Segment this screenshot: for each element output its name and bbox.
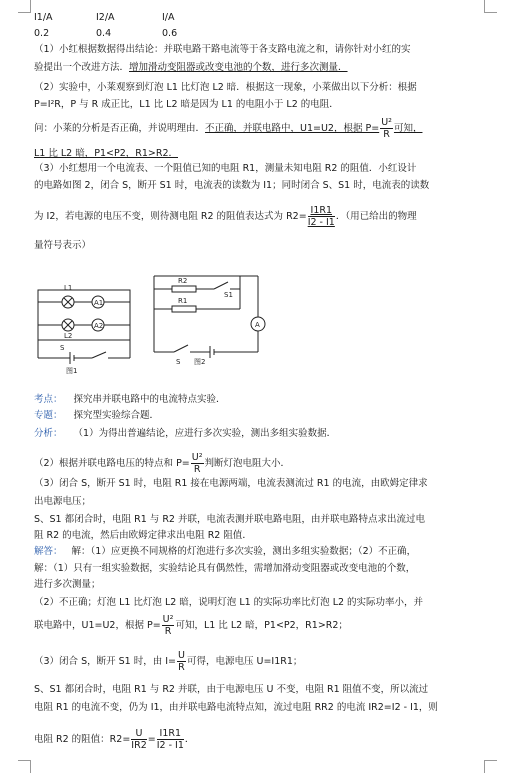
solution-line-9: 电阻 R2 的阻值：R2= $\frac{U}{IR2}$ = $\frac{I1R1}{I2 - I1}$ ． [34,728,195,751]
label-L1: L1 [64,284,73,292]
solution-line-5 [34,614,348,637]
q2-line1: （2）实验中，小莱观察到灯泡 L1 比灯泡 L2 暗．根据这一现象，小莱做出以下分析：根据 [34,82,417,93]
q3-line4: 量符号表示） [34,240,92,251]
table-header: I1/A [34,12,53,23]
q2-question [34,117,422,140]
solution-line-4: （2）不正确；灯泡 L1 比灯泡 L2 暗，说明灯泡 L1 的实际功率比灯泡 L2 的实际功率小，并 [34,597,424,608]
fenxi3-line3: S、S1 都闭合时，电阻 R1 与 R2 并联，电流表测并联电路电阻，由并联电路特点求出流过电 [34,514,425,525]
zhuanti-label: 专题： [34,410,63,421]
solution-text: 解：（1）应更换不同规格的灯泡进行多次实验，测出多组实验数据；（2）不正确， [71,546,417,557]
fenxi3-line4: 阻 R2 的电流，然后由欧姆定律求出电阻 R2 阻值． [34,530,252,541]
q3-line3-text: 为 I2，若电源的电压不变，则待测电阻 R2 的阻值表达式为 R2= [34,211,307,222]
q2-answer-line: L1 比 L2 暗，P1<P2，R1>R2． [34,148,178,159]
kaodian-text: 探究串并联电路中的电流特点实验． [73,394,226,405]
label-A2: A2 [94,322,104,330]
q1-line1: （1）小红根据数据得出结论：并联电路干路电流等于各支路电流之和，请你针对小红的实 [34,44,411,55]
kaodian-label: 考点： [34,394,63,405]
fraction: $\frac{U}{R}$ [178,650,185,673]
q1-answer: 增加滑动变阻器或改变电池的个数，进行多次测量． [129,62,348,73]
fenxi2-row [34,452,290,475]
label-A1: A1 [94,299,104,307]
solution-line-2: 解：（1）只有一组实验数据，实验结论具有偶然性，需增加滑动变阻器或改变电池的个数， [34,563,416,574]
solution-line-3: 进行多次测量； [34,579,101,590]
q3-answer-fraction: $\frac{I1R1}{I2 - I1}$ [307,205,335,228]
figure-caption-1: 图1 [66,367,78,375]
fenxi-row [34,428,336,440]
solution-line-5-text: 联电路中，U1=U2，根据 P= [34,620,161,631]
table-cell: 0.4 [96,28,112,39]
zhuanti-text: 探究型实验综合题． [73,410,160,421]
q1-line2 [34,62,348,74]
kaodian-row [34,394,226,406]
figure-caption-2: 图2 [194,358,206,366]
solution-line-6-tail: 可得，电源电压 U=I1R1； [186,656,303,667]
label-S: S [176,358,181,366]
corner-mark-tr [484,0,497,13]
fenxi-label: 分析： [34,428,63,439]
q3-line2: 的电路如图 2，闭合 S，断开 S1 时，电流表的读数为 I1；同时闭合 S、S1 时，电流表的读数 [34,180,430,191]
label-S: S [60,344,65,352]
label-A: A [255,321,260,329]
corner-mark-tl [18,0,31,13]
fenxi3-line1: （3）闭合 S，断开 S1 时，电阻 R1 接在电源两端，电流表测流过 R1 的电流，由欧姆定律求 [34,478,428,489]
fenxi2-text: （2）根据并联电路电压的特点和 P= [34,458,190,469]
q2-answer: 不正确，并联电路中，U1=U2，根据 P= [205,123,380,134]
zhuanti-row [34,410,159,422]
fraction: $\frac{\text{U²}}{R}$ [191,452,203,475]
fenxi-text: （1）为得出普遍结论，应进行多次实验，测出多组实验数据． [73,428,337,439]
fraction: $\frac{\text{U²}}{R}$ [381,117,392,140]
label-R1: R1 [178,297,188,305]
corner-mark-br [484,760,497,773]
solution-line-6 [34,650,302,673]
circuit-figure-2 [148,264,268,372]
fraction: $\frac{U}{IR2}$ [131,728,147,751]
solution-line-5-tail: 可知，L1 比 L2 暗，P1<P2，R1>R2； [175,620,348,631]
q3-line3-tail: ．（用已给出的物理 [335,211,417,222]
q2-question-text: 问：小莱的分析是否正确，并说明理由． [34,123,206,134]
solution-line-8: 电阻 R1 的电流不变，仍为 I1，由并联电路电流特点知，流过电阻 RR2 的电流 IR2=I2 - I1，则 [34,702,438,713]
table-header: I/A [162,12,175,23]
fenxi2-tail: 判断灯泡电阻大小． [204,458,291,469]
table-cell: 0.6 [162,28,178,39]
q2-line2: P=I²R，P 与 R 成正比，L1 比 L2 暗是因为 L1 的电阻小于 L2 的电阻． [34,99,339,110]
q3-line3 [34,205,417,228]
label-S1: S1 [224,291,233,299]
solution-line-9-text: 电阻 R2 的阻值：R2= [34,734,131,745]
fraction: $\frac{I1R1}{I2 - I1}$ [156,728,184,751]
solution-line-6-text: （3）闭合 S，断开 S1 时，由 I= [34,656,176,667]
fraction: $\frac{\text{U²}}{R}$ [162,614,174,637]
q3-line1: （3）小红想用一个电流表、一个阻值已知的电阻 R1，测量未知电阻 R2 的阻值．小红设计 [34,163,417,174]
label-R2: R2 [178,277,188,285]
table-cell: 0.2 [34,28,50,39]
table-header: I2/A [96,12,115,23]
solution-label: 解答： [34,546,63,557]
q1-text: 验提出一个改进方法． [34,62,130,73]
solution-line-7: S、S1 都闭合时，电阻 R1 与 R2 并联，由于电源电压 U 不变，电阻 R1 阻值不变，所以流过 [34,684,429,695]
fenxi3-line2: 出电源电压； [34,496,92,507]
label-L2: L2 [64,332,73,340]
circuit-figure-1 [30,280,140,375]
corner-mark-bl [18,760,31,773]
solution-row-1 [34,546,416,558]
q2-answer-tail: 可知， [393,123,423,134]
